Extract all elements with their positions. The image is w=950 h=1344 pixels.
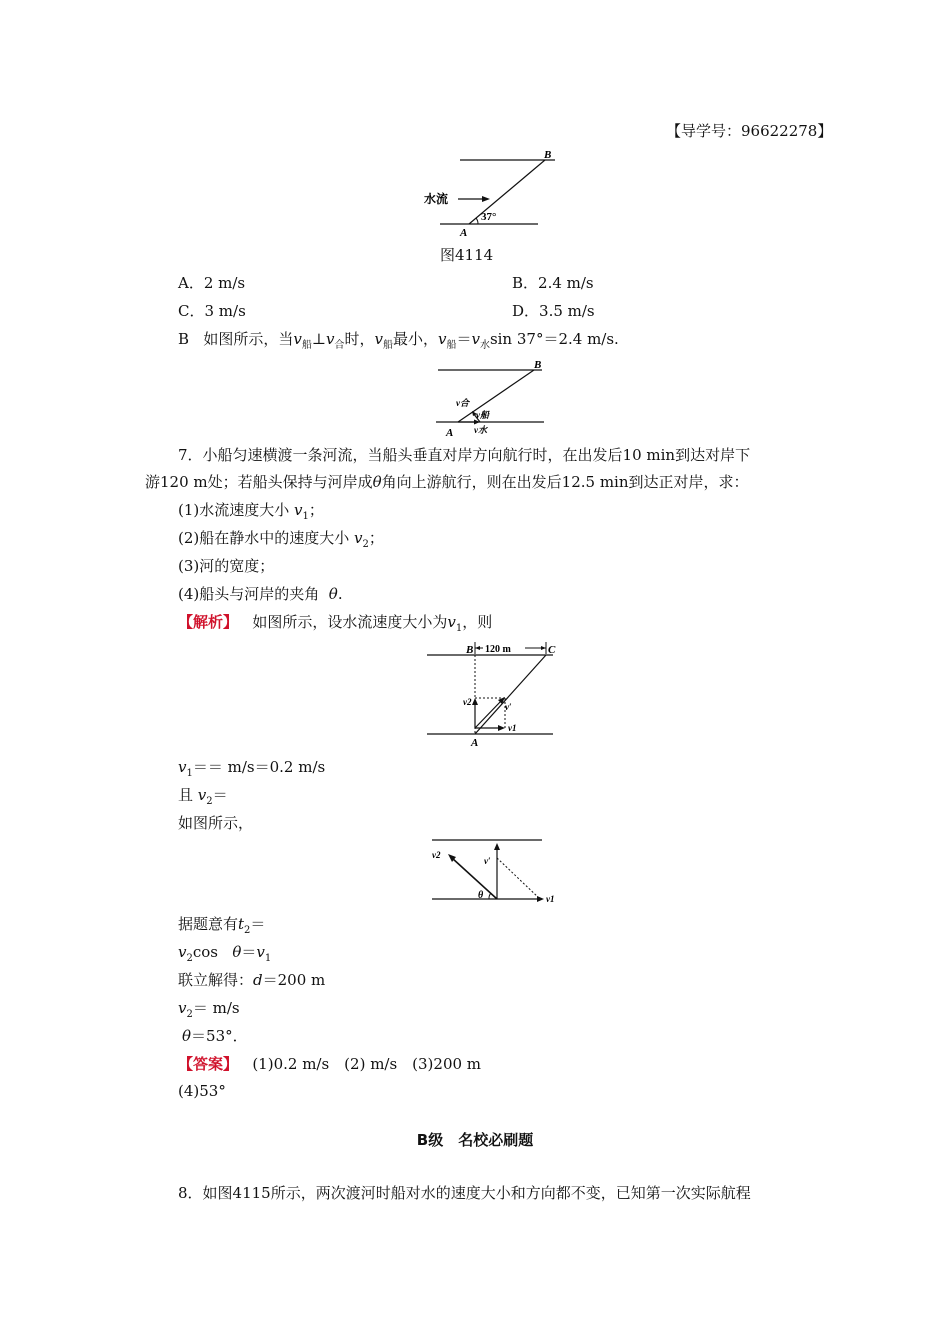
figure-4114: [420, 148, 560, 240]
q7-part3: (3)河的宽度；: [178, 557, 275, 575]
label-v1: v1: [546, 894, 555, 904]
path-ab-line: [458, 370, 534, 422]
figure-abc-vectors: [425, 638, 565, 750]
figure-vector-he: [430, 356, 550, 440]
label-b: B: [534, 359, 542, 371]
solution-tag: 【解析】: [178, 613, 239, 631]
label-v2: v2: [463, 697, 472, 707]
label-a: A: [446, 427, 454, 439]
v1-arrow-head: [498, 725, 505, 731]
flow-arrow-head: [482, 196, 490, 202]
solution-cos-eq: $v_2\cos$ $\theta=v_1$: [178, 943, 272, 964]
label-c: C: [548, 644, 556, 656]
solution-as-shown: 如图所示，: [178, 814, 254, 832]
v1-arrow-head: [537, 896, 544, 902]
angle-arc: [476, 218, 478, 224]
answer-letter: B: [178, 330, 190, 348]
v-prime-arrow: [475, 700, 502, 728]
answer-line2: (4)53°: [178, 1082, 226, 1100]
label-v-water: v水: [474, 425, 487, 435]
guide-number: 【导学号：96622278】: [666, 122, 833, 140]
label-b: B: [466, 644, 474, 656]
q7-part1: (1)水流速度大小 $v_1$；: [178, 501, 324, 522]
dist-arrow-left-head: [475, 646, 480, 650]
label-water-flow: 水流: [424, 192, 449, 206]
v-prime-head: [494, 843, 500, 850]
label-v-prime: v′: [505, 702, 512, 712]
label-v-boat: v船: [476, 410, 489, 420]
label-a: A: [460, 227, 468, 239]
figure-theta-vectors: [428, 836, 568, 908]
q7-line2: 游120 m处；若船头保持与河岸成θ角向上游航行，则在出发后12.5 min到达正对岸，求：: [145, 473, 749, 491]
label-angle: 37°: [481, 211, 497, 223]
figure-caption: 图4114: [440, 246, 494, 264]
solution-intro: 【解析】 如图所示，设水流速度大小为$v_1$，则: [178, 613, 493, 634]
answer-line1: 【答案】 (1)0.2 m/s (2) m/s (3)200 m: [178, 1055, 482, 1073]
label-theta: θ: [478, 890, 484, 901]
option-d: D．3.5 m/s: [512, 302, 595, 320]
solution-v2-val: $v_2= m/s$: [178, 999, 240, 1020]
solution-given: 据题意有$t_2=$: [178, 915, 266, 936]
solution-v1-eq: $v_1== m/s=0.2$ m/s: [178, 758, 326, 779]
label-v-he: v合: [456, 398, 469, 408]
parallelogram-dashed: [497, 858, 540, 899]
label-b: B: [544, 149, 552, 161]
section-heading: B级 名校必刷题: [416, 1131, 534, 1149]
option-a: A．2 m/s: [178, 274, 246, 292]
q7-part2: (2)船在静水中的速度大小 $v_2$；: [178, 529, 384, 550]
label-dist: 120 m: [485, 644, 511, 655]
solution-v2-eq: 且 $v_2=$: [178, 786, 228, 807]
label-a: A: [471, 737, 479, 749]
solution-theta-val: θ＝53°．: [182, 1027, 248, 1045]
dist-arrow-right-head: [541, 646, 546, 650]
label-v1: v1: [508, 723, 517, 733]
v2-arrow-head: [472, 698, 478, 705]
label-v2: v2: [432, 850, 441, 860]
q8-line1: 8．如图4115所示，两次渡河时船对水的速度大小和方向都不变，已知第一次实际航程: [178, 1184, 751, 1202]
theta-arc: [489, 893, 491, 899]
answer-6-explanation: B 如图所示，当$v_船\perp v_合$时，$v_船$最小，$v_船=v_水\sin$ 37°＝2.4 m/s.: [178, 330, 619, 351]
option-c: C．3 m/s: [178, 302, 246, 320]
q7-part4: (4)船头与河岸的夹角 θ.: [178, 585, 343, 603]
solution-combine: 联立解得：d＝200 m: [178, 971, 326, 989]
label-v-prime: v′: [484, 856, 491, 866]
option-b: B．2.4 m/s: [512, 274, 594, 292]
answer-tag: 【答案】: [178, 1055, 239, 1073]
q7-line1: 7．小船匀速横渡一条河流，当船头垂直对岸方向航行时，在出发后10 min到达对岸下: [178, 446, 751, 464]
